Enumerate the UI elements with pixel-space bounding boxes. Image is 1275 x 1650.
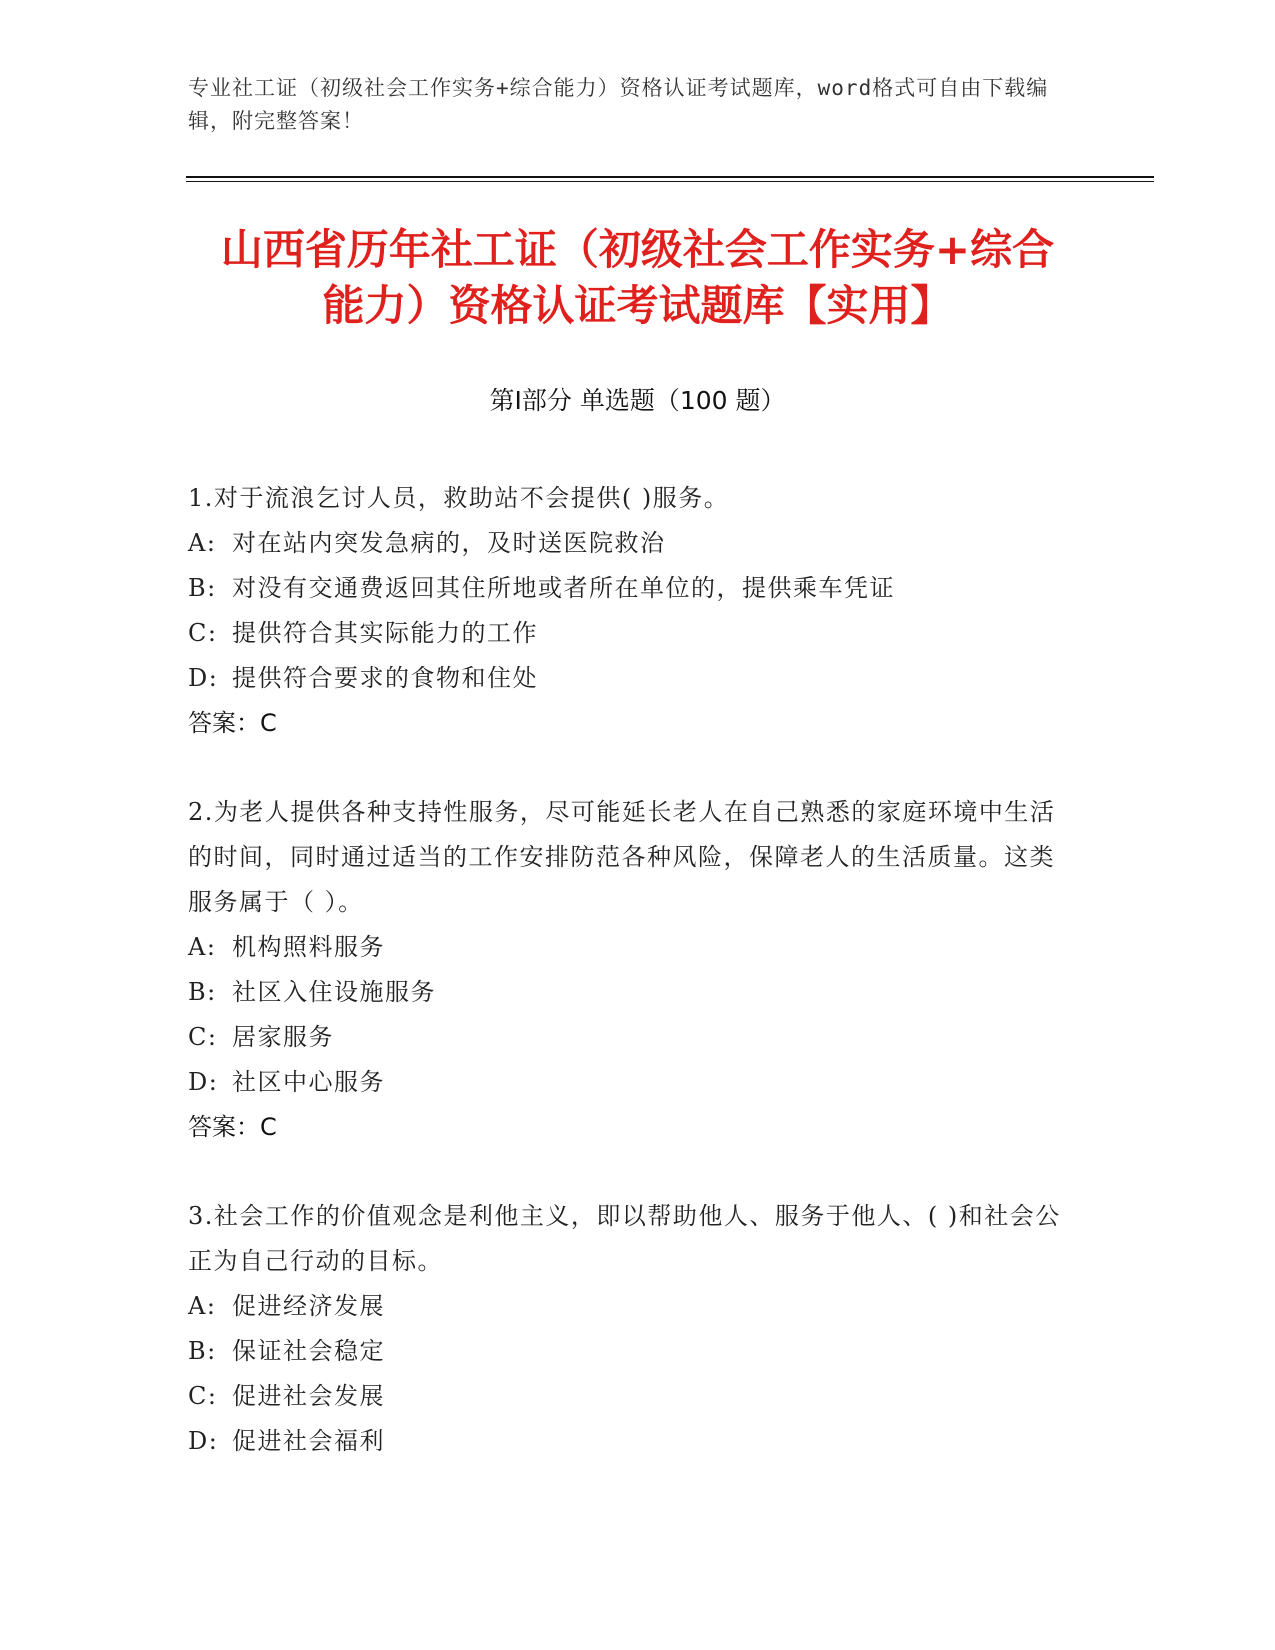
option-text: 居家服务 xyxy=(232,1023,334,1051)
option-text: 社区中心服务 xyxy=(232,1068,385,1096)
header-divider xyxy=(186,176,1154,182)
option-c xyxy=(188,1374,1068,1419)
option-letter: D: xyxy=(188,1068,219,1096)
option-letter: B: xyxy=(188,1337,217,1365)
option-b xyxy=(188,970,1068,1015)
document-title-line-2: 能力）资格认证考试题库【实用】 xyxy=(322,281,953,330)
option-d xyxy=(188,1060,1068,1105)
option-c xyxy=(188,1015,1068,1060)
option-text: 社区入住设施服务 xyxy=(232,978,436,1006)
question-3 xyxy=(188,1194,1068,1464)
option-c xyxy=(188,611,1068,656)
option-a xyxy=(188,521,1068,566)
option-text: 机构照料服务 xyxy=(232,933,385,961)
option-letter: B: xyxy=(188,574,217,602)
document-title-line-1: 山西省历年社工证（初级社会工作实务+综合 xyxy=(220,225,1055,274)
option-d xyxy=(188,1419,1068,1464)
option-text: 促进社会发展 xyxy=(232,1382,385,1410)
option-a xyxy=(188,1284,1068,1329)
option-text: 保证社会稳定 xyxy=(232,1337,385,1365)
answer-line: 答案：C xyxy=(188,709,277,737)
header-divider-thick xyxy=(186,176,1154,178)
option-letter: D: xyxy=(188,664,219,692)
header-note: 专业社工证（初级社会工作实务+综合能力）资格认证考试题库，word格式可自由下载编辑，附完整答案！ xyxy=(188,76,1049,133)
option-letter: A: xyxy=(188,1292,217,1320)
question-1 xyxy=(188,476,1068,746)
question-stem: 3.社会工作的价值观念是利他主义，即以帮助他人、服务于他人、( )和社会公正为自己行动的目标。 xyxy=(188,1202,1061,1275)
option-b xyxy=(188,1329,1068,1374)
option-a xyxy=(188,925,1068,970)
document-title xyxy=(130,222,1145,334)
option-text: 提供符合其实际能力的工作 xyxy=(232,619,538,647)
answer-line: 答案：C xyxy=(188,1113,277,1141)
option-letter: C: xyxy=(188,1382,218,1410)
section-heading: 第Ⅰ部分 单选题（100 题） xyxy=(489,386,786,415)
option-letter: C: xyxy=(188,619,218,647)
option-letter: A: xyxy=(188,933,217,961)
option-letter: D: xyxy=(188,1427,219,1455)
question-2 xyxy=(188,790,1068,1150)
option-text: 促进社会福利 xyxy=(232,1427,385,1455)
option-b xyxy=(188,566,1068,611)
option-text: 提供符合要求的食物和住处 xyxy=(232,664,538,692)
question-list xyxy=(188,476,1068,1508)
option-letter: C: xyxy=(188,1023,218,1051)
option-letter: A: xyxy=(188,529,217,557)
question-stem: 1.对于流浪乞讨人员，救助站不会提供( )服务。 xyxy=(188,484,730,512)
option-text: 对没有交通费返回其住所地或者所在单位的，提供乘车凭证 xyxy=(232,574,895,602)
option-d xyxy=(188,656,1068,701)
option-text: 对在站内突发急病的，及时送医院救治 xyxy=(232,529,666,557)
option-letter: B: xyxy=(188,978,217,1006)
header-divider-thin xyxy=(186,181,1154,182)
option-text: 促进经济发展 xyxy=(232,1292,385,1320)
question-stem: 2.为老人提供各种支持性服务，尽可能延长老人在自己熟悉的家庭环境中生活的时间，同时通过适当的工作安排防范各种风险，保障老人的生活质量。这类服务属于（ ）。 xyxy=(188,798,1056,916)
